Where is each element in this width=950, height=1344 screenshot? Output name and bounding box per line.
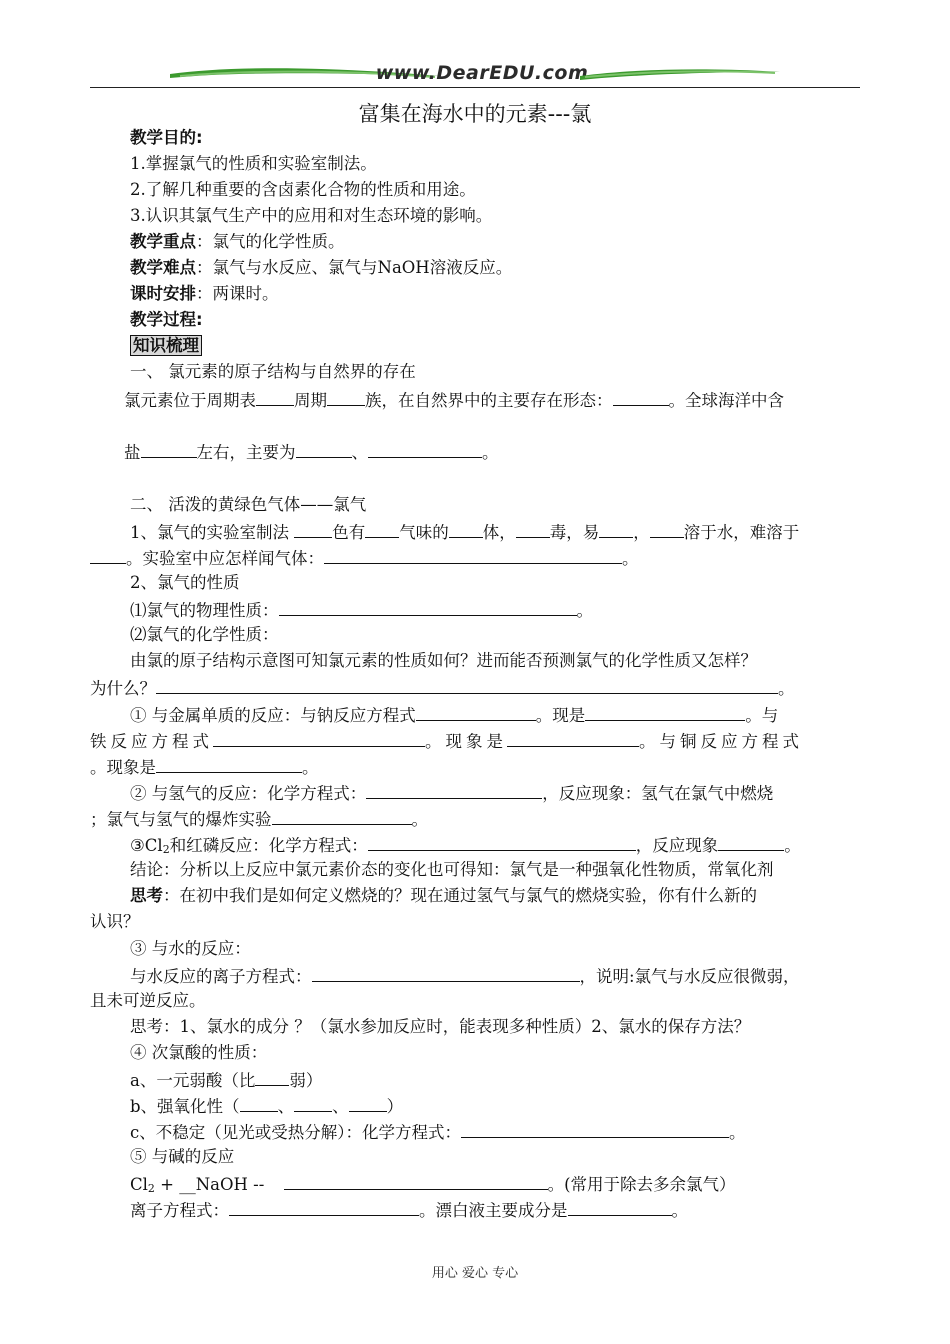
text-run: 。漂白液主要成分是 [419, 1201, 568, 1220]
key-point-label: 教学重点 [130, 232, 196, 251]
text-run: 。 [671, 1201, 688, 1220]
blank[interactable] [585, 704, 745, 721]
objective-2: 2.了解几种重要的含卤素化合物的性质和用途。 [130, 180, 476, 199]
schedule [130, 284, 279, 304]
text-run: 。 [729, 1123, 746, 1142]
blank[interactable] [213, 730, 425, 747]
text-run: ③Cl [130, 836, 163, 855]
think-1-cont: 认识？ [90, 912, 140, 931]
text-run: ，反应现象 [635, 836, 719, 855]
question-1b [90, 677, 795, 699]
text-run: 。(常用于除去多余氯气） [547, 1175, 736, 1194]
text-run: 。与 [745, 706, 779, 725]
blank[interactable] [449, 521, 483, 538]
blank[interactable] [507, 730, 639, 747]
text-run: 。全球海洋中含 [668, 391, 784, 410]
blank[interactable] [416, 704, 536, 721]
blank[interactable] [240, 1095, 278, 1112]
blank[interactable] [613, 389, 669, 406]
properties-heading: 2、氯气的性质 [130, 573, 240, 592]
base-line-b [130, 1199, 688, 1221]
blank[interactable] [349, 1095, 387, 1112]
text-run: ② 与氢气的反应：化学方程式： [130, 784, 367, 803]
text-run: ：在初中我们是如何定义燃烧的？现在通过氢气与氯气的燃烧实验，你有什么新的 [163, 886, 757, 905]
chemical-heading: ⑵氯气的化学性质： [130, 625, 279, 644]
blank[interactable] [272, 808, 412, 825]
blank[interactable] [568, 1199, 672, 1216]
metal-line-a [130, 704, 778, 726]
schedule-text: ：两课时。 [196, 284, 279, 303]
text-run: 。与铜反应方程式 [639, 732, 803, 751]
text-run: 、 [332, 1097, 349, 1116]
blank[interactable] [324, 547, 622, 564]
site-logo-text[interactable]: www.DearEDU.com [375, 62, 589, 84]
text-run: 和红磷反应：化学方程式： [169, 836, 368, 855]
text-run: 、 [351, 443, 368, 462]
blank[interactable] [461, 1121, 729, 1138]
blank[interactable] [650, 521, 684, 538]
physical-properties [130, 599, 593, 621]
text-run: 。现象是 [425, 732, 507, 751]
text-run: 盐 [124, 443, 141, 462]
key-point [130, 232, 345, 252]
text-run: 。 [784, 836, 801, 855]
text-run: 。 [576, 601, 593, 620]
conclusion: 结论：分析以上反应中氯元素价态的变化也可得知：氯气是一种强氧化性物质，常氧化剂 [130, 860, 774, 879]
section1-heading: 一、 氯元素的原子结构与自然界的存在 [130, 362, 416, 381]
hydrogen-line-b [90, 808, 428, 830]
blank[interactable] [368, 834, 636, 851]
text-run: 。 [622, 549, 639, 568]
text-run: 。实验室中应怎样闻气体： [126, 549, 324, 568]
process-heading: 教学过程: [130, 310, 203, 329]
text-run: ⑴氯气的物理性质： [130, 601, 279, 620]
blank[interactable] [718, 834, 784, 851]
blank[interactable] [368, 441, 482, 458]
section1-line1 [124, 389, 784, 411]
blank[interactable] [156, 756, 302, 773]
blank[interactable] [294, 521, 332, 538]
blank[interactable] [365, 521, 399, 538]
objective-1: 1.掌握氯气的性质和实验室制法。 [130, 154, 377, 173]
metal-line-b [90, 730, 803, 752]
blank[interactable] [90, 547, 126, 564]
difficulty-label: 教学难点 [130, 258, 196, 277]
objective-3: 3.认识其氯气生产中的应用和对生态环境的影响。 [130, 206, 493, 225]
text-run: ① 与金属单质的反应：与钠反应方程式 [130, 706, 416, 725]
blank[interactable] [255, 1069, 289, 1086]
text-run: 左右，主要为 [196, 443, 296, 462]
lab-line-b [90, 547, 639, 569]
text-run: 周期 [294, 391, 327, 410]
base-line-a [130, 1173, 736, 1199]
blank[interactable] [156, 677, 778, 694]
blank[interactable] [294, 1095, 332, 1112]
think-label: 思考 [130, 886, 163, 905]
text-run: 铁反应方程式 [90, 732, 213, 751]
right-swoosh-icon [580, 64, 780, 86]
schedule-label: 课时安排 [130, 284, 196, 303]
think-1 [130, 886, 757, 906]
text-run: 。 [778, 679, 795, 698]
objectives-heading: 教学目的: [130, 128, 203, 147]
subscript: 2 [162, 843, 170, 856]
difficulty-text: ：氯气与水反应、氯气与NaOH溶液反应。 [196, 258, 513, 277]
text-run: 弱） [289, 1071, 323, 1090]
text-run: 。 [482, 443, 499, 462]
knowledge-box [130, 336, 202, 356]
text-run: ，说明:氯气与水反应很微弱， [579, 967, 800, 986]
lab-line-a [130, 521, 799, 543]
text-run: a、一元弱酸（比 [130, 1071, 256, 1090]
text-run: 氯元素位于周期表 [124, 391, 256, 410]
hclo-line-b [130, 1095, 403, 1117]
hclo-line-a [130, 1069, 322, 1091]
section1-line2 [124, 441, 499, 463]
hclo-heading: ④ 次氯酸的性质： [130, 1043, 268, 1062]
page-title: 富集在海水中的元素---氯 [358, 102, 592, 126]
blank[interactable] [279, 599, 577, 616]
phosphorus-line [130, 834, 801, 860]
blank[interactable] [599, 521, 633, 538]
text-run: 溶于水，难溶于 [683, 523, 800, 542]
text-run: b、强氧化性（ [130, 1097, 240, 1116]
text-run: 毒，易 [549, 523, 600, 542]
blank[interactable] [229, 1199, 419, 1216]
knowledge-box-label: 知识梳理 [130, 335, 202, 356]
text-run: 离子方程式： [130, 1201, 229, 1220]
blank[interactable] [516, 521, 550, 538]
water-heading: ③ 与水的反应： [130, 939, 251, 958]
blank[interactable] [256, 389, 294, 406]
text-run: ；氯气与氢气的爆炸实验 [90, 810, 272, 829]
blank[interactable] [327, 389, 365, 406]
text-run: 族，在自然界中的主要存在形态： [365, 391, 613, 410]
water-line-b: 且未可逆反应。 [90, 991, 206, 1010]
think-2: 思考：1、氯水的成分 ？（氯水参加反应时，能表现多种性质）2、氯水的保存方法？ [130, 1017, 751, 1036]
text-run: 。 [302, 758, 319, 777]
page-header [90, 58, 860, 90]
text-run: 1、氯气的实验室制法 [130, 523, 295, 542]
text-run: 。现是 [535, 706, 586, 725]
blank[interactable] [296, 441, 352, 458]
text-run: + __NaOH -- [154, 1175, 270, 1194]
text-run: ） [386, 1097, 404, 1116]
blank[interactable] [312, 965, 580, 982]
text-run: 色有 [332, 523, 366, 542]
text-run: ，反应现象：氢气在氯气中燃烧 [542, 784, 774, 803]
text-run: 。现象是 [90, 758, 156, 777]
text-run: 与水反应的离子方程式： [130, 967, 312, 986]
hclo-line-c [130, 1121, 746, 1143]
subscript: 2 [147, 1182, 155, 1195]
blank[interactable] [366, 782, 542, 799]
base-heading: ⑤ 与碱的反应 [130, 1147, 235, 1166]
metal-line-c [90, 756, 319, 778]
key-point-text: ：氯气的化学性质。 [196, 232, 345, 251]
text-run: 为什么？ [90, 679, 156, 698]
text-run: Cl [130, 1175, 148, 1194]
text-run: ， [633, 523, 650, 542]
text-run: 气味的 [399, 523, 449, 542]
hydrogen-line-a [130, 782, 773, 804]
text-run: 、 [277, 1097, 295, 1116]
section2-heading: 二、 活泼的黄绿色气体——氯气 [130, 495, 367, 514]
page-footer: 用心 爱心 专心 [431, 1266, 519, 1281]
water-line-a [130, 965, 800, 987]
difficulty [130, 258, 512, 278]
blank[interactable] [141, 441, 197, 458]
question-1: 由氯的原子结构示意图可知氯元素的性质如何？进而能否预测氯气的化学性质又怎样？ [130, 651, 757, 670]
text-run: 。 [411, 810, 428, 829]
blank[interactable] [284, 1173, 548, 1190]
text-run: 体， [482, 523, 516, 542]
header-rule [90, 87, 860, 88]
text-run: c、不稳定（见光或受热分解）：化学方程式： [130, 1123, 461, 1142]
